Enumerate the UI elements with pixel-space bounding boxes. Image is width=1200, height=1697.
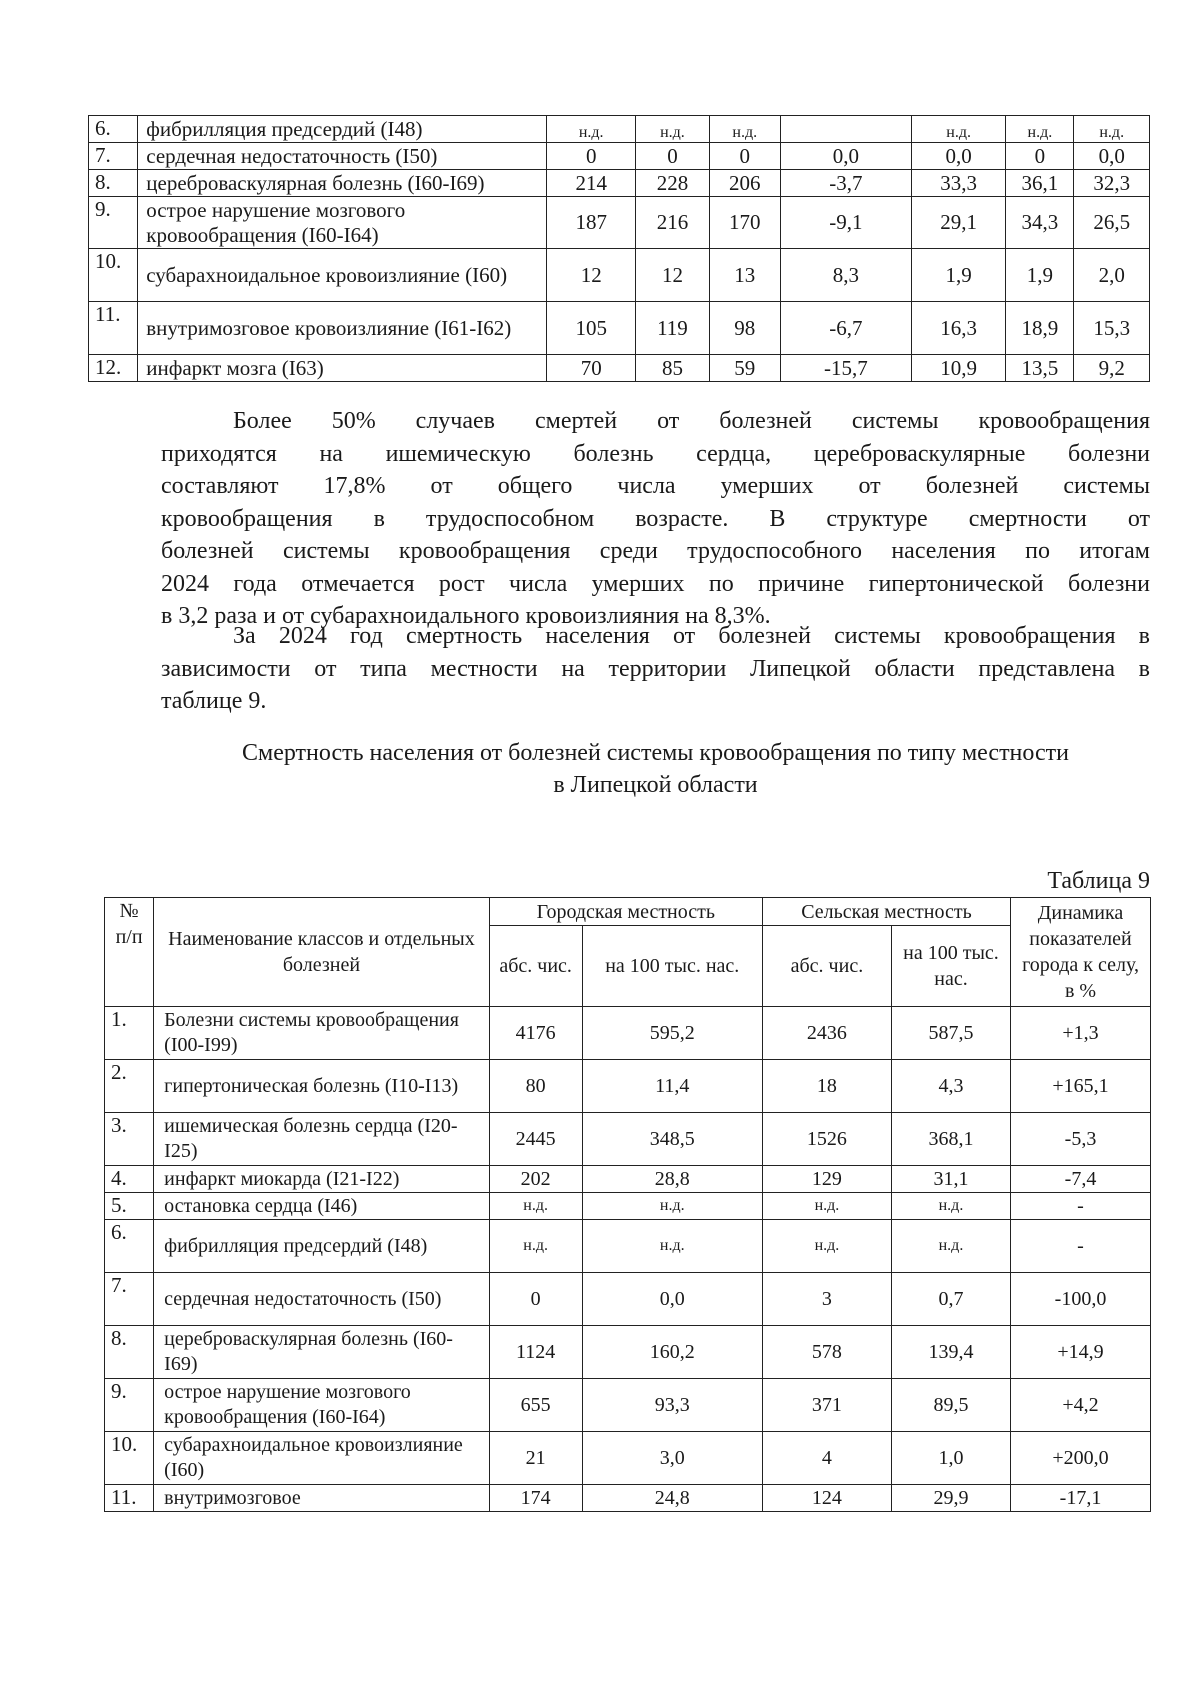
cell-value: 1526 [762,1113,891,1166]
table-row [89,170,1150,197]
cell-value: 59 [709,355,780,382]
cell-value: 214 [547,170,636,197]
cell-value: н.д. [1006,116,1074,143]
cell-value: 2436 [762,1007,891,1060]
cell-value: 29,1 [911,197,1005,249]
row-name: острое нарушение мозгового кровообращения (I60-I64) [154,1379,490,1432]
row-name: фибрилляция предсердий (I48) [154,1220,490,1273]
paragraph-line: приходятся на ишемическую болезнь сердца, цереброваскулярные болезни [161,440,1150,467]
paragraph-line: кровообращения в трудоспособном возрасте. В структуре смертности от [161,505,1150,532]
cell-value: 0 [709,143,780,170]
row-name: остановка сердца (I46) [154,1193,490,1220]
cell-value: 3 [762,1273,891,1326]
cell-value: 26,5 [1074,197,1150,249]
header-dynamics-label: Динамика показателей города к селу, в % [1022,902,1139,1002]
cell-value: 160,2 [582,1326,762,1379]
cell-value: +165,1 [1011,1060,1151,1113]
row-number: 11. [89,302,138,355]
cell-value: 11,4 [582,1060,762,1113]
cell-value: 4176 [489,1007,582,1060]
cell-value [780,116,911,143]
cell-value: 587,5 [891,1007,1010,1060]
table-row [105,1220,1151,1273]
paragraph-2 [161,620,1150,718]
row-name: внутримозговое [154,1485,490,1512]
table-row [89,355,1150,382]
cell-value: 16,3 [911,302,1005,355]
cell-value: 18,9 [1006,302,1074,355]
cell-value: -3,7 [780,170,911,197]
paragraph-line: Более 50% случаев смертей от болезней системы кровообращения [233,408,1150,434]
cell-value: 98 [709,302,780,355]
table-row [89,302,1150,355]
cell-value: н.д. [582,1193,762,1220]
cell-value: 13,5 [1006,355,1074,382]
header-urban-abs [489,926,582,1007]
cell-value: 4,3 [891,1060,1010,1113]
row-name: фибрилляция предсердий (I48) [138,116,547,143]
cell-value: н.д. [709,116,780,143]
cell-value: 0 [1006,143,1074,170]
row-number: 11. [105,1485,154,1512]
row-number: 9. [89,197,138,249]
cell-value: 1124 [489,1326,582,1379]
paragraph-line: таблице 9. [161,688,267,714]
cell-value: 105 [547,302,636,355]
row-number: 10. [105,1432,154,1485]
cell-value: 0,7 [891,1273,1010,1326]
cell-value: 119 [636,302,709,355]
cell-value: 206 [709,170,780,197]
cell-value: -9,1 [780,197,911,249]
cell-value: н.д. [489,1193,582,1220]
row-number: 3. [105,1113,154,1166]
header-num-label: № п/п [115,900,143,948]
table-row [105,1007,1151,1060]
row-name: внутримозговое кровоизлияние (I61-I62) [138,302,547,355]
row-number: 2. [105,1060,154,1113]
table-row [105,1060,1151,1113]
header-name-label: Наименование классов и отдельных болезней [168,928,475,976]
paragraph-line: болезней системы кровообращения среди трудоспособного населения по итогам [161,538,1150,564]
paragraph-line: зависимости от типа местности на территории Липецкой области представлена в [161,655,1150,682]
cell-value: 371 [762,1379,891,1432]
header-dynamics [1011,898,1151,1007]
cell-value: 1,0 [891,1432,1010,1485]
cell-value: н.д. [489,1220,582,1273]
cell-value: 1,9 [1006,249,1074,302]
cell-value: - [1011,1193,1151,1220]
table-row [105,1432,1151,1485]
cell-value: 655 [489,1379,582,1432]
cell-value: -5,3 [1011,1113,1151,1166]
cell-value: 13 [709,249,780,302]
cell-value: 228 [636,170,709,197]
cell-value: -15,7 [780,355,911,382]
row-name: сердечная недостаточность (I50) [154,1273,490,1326]
cell-value: н.д. [762,1193,891,1220]
cell-value: 24,8 [582,1485,762,1512]
cell-value: 10,9 [911,355,1005,382]
cell-value: 368,1 [891,1113,1010,1166]
cell-value: н.д. [1074,116,1150,143]
row-number: 8. [105,1326,154,1379]
cell-value: н.д. [911,116,1005,143]
header-urban [489,898,762,926]
table-row [105,1485,1151,1512]
table-caption [161,737,1150,801]
row-number: 9. [105,1379,154,1432]
cell-value: -17,1 [1011,1485,1151,1512]
cell-value: 202 [489,1166,582,1193]
cell-value: н.д. [891,1220,1010,1273]
row-number: 8. [89,170,138,197]
cell-value: 0 [489,1273,582,1326]
table-row [105,1113,1151,1166]
row-name: ишемическая болезнь сердца (I20-I25) [154,1113,490,1166]
cell-value: 0,0 [582,1273,762,1326]
row-number: 1. [105,1007,154,1060]
paragraph-1 [161,405,1150,633]
cell-value: 33,3 [911,170,1005,197]
cell-value: +4,2 [1011,1379,1151,1432]
cell-value: 3,0 [582,1432,762,1485]
row-number: 7. [105,1273,154,1326]
row-number: 12. [89,355,138,382]
cell-value: 139,4 [891,1326,1010,1379]
cell-value: 0,0 [780,143,911,170]
table-label: Таблица 9 [1047,868,1150,894]
header-urban-abs-label: абс. чис. [499,955,572,977]
header-rural-abs [762,926,891,1007]
header-rural-per100-label: на 100 тыс. нас. [903,942,999,990]
cell-value: -7,4 [1011,1166,1151,1193]
row-number: 6. [89,116,138,143]
cell-value: 93,3 [582,1379,762,1432]
cell-value: 348,5 [582,1113,762,1166]
header-urban-per100-label: на 100 тыс. нас. [605,955,740,977]
cell-value: - [1011,1220,1151,1273]
table-row [105,1193,1151,1220]
header-num [105,898,154,1007]
cell-value: 85 [636,355,709,382]
paragraph-line: За 2024 год смертность населения от болезней системы кровообращения в [233,623,1150,649]
cell-value: 8,3 [780,249,911,302]
cell-value: 170 [709,197,780,249]
header-urban-per100 [582,926,762,1007]
table-row [89,197,1150,249]
cell-value: -100,0 [1011,1273,1151,1326]
table-row [105,1166,1151,1193]
row-name: сердечная недостаточность (I50) [138,143,547,170]
cell-value: 595,2 [582,1007,762,1060]
cell-value: 2445 [489,1113,582,1166]
header-rural [762,898,1010,926]
row-name: инфаркт миокарда (I21-I22) [154,1166,490,1193]
cell-value: н.д. [582,1220,762,1273]
row-number: 5. [105,1193,154,1220]
cell-value: 18 [762,1060,891,1113]
cell-value: 216 [636,197,709,249]
cell-value: н.д. [891,1193,1010,1220]
paragraph-line: в 3,2 раза и от субарахноидального кровоизлияния на 8,3%. [161,603,771,629]
cell-value: 70 [547,355,636,382]
cell-value: н.д. [547,116,636,143]
header-rural-abs-label: абс. чис. [790,955,864,977]
cell-value: 31,1 [891,1166,1010,1193]
cell-value: 129 [762,1166,891,1193]
cell-value: 15,3 [1074,302,1150,355]
table-row [89,143,1150,170]
cell-value: 0,0 [1074,143,1150,170]
table-row [89,116,1150,143]
cell-value: 36,1 [1006,170,1074,197]
cell-value: 174 [489,1485,582,1512]
cell-value: 80 [489,1060,582,1113]
cell-value: 1,9 [911,249,1005,302]
row-number: 6. [105,1220,154,1273]
cell-value: +1,3 [1011,1007,1151,1060]
cell-value: 187 [547,197,636,249]
row-name: Болезни системы кровообращения (I00-I99) [154,1007,490,1060]
header-name [154,898,490,1007]
row-name: острое нарушение мозгового кровообращения (I60-I64) [138,197,547,249]
row-name: субарахноидальное кровоизлияние (I60) [154,1432,490,1485]
cell-value: 2,0 [1074,249,1150,302]
cell-value: +200,0 [1011,1432,1151,1485]
table-row [89,249,1150,302]
cell-value: -6,7 [780,302,911,355]
cell-value: 578 [762,1326,891,1379]
cell-value: 89,5 [891,1379,1010,1432]
cell-value: 0,0 [911,143,1005,170]
caption-line-1: Смертность населения от болезней системы кровообращения по типу местности [242,740,1069,766]
table-header-row-1 [105,898,1151,926]
header-rural-label: Сельская местность [801,900,972,923]
cell-value: 124 [762,1485,891,1512]
cell-value: н.д. [636,116,709,143]
cell-value: 32,3 [1074,170,1150,197]
cell-value: +14,9 [1011,1326,1151,1379]
row-name: гипертоническая болезнь (I10-I13) [154,1060,490,1113]
header-rural-per100 [891,926,1010,1007]
row-name: инфаркт мозга (I63) [138,355,547,382]
cell-value: 34,3 [1006,197,1074,249]
cell-value: 12 [547,249,636,302]
cell-value: 0 [547,143,636,170]
row-number: 10. [89,249,138,302]
cell-value: 4 [762,1432,891,1485]
row-name: субарахноидальное кровоизлияние (I60) [138,249,547,302]
table-row [105,1273,1151,1326]
cell-value: н.д. [762,1220,891,1273]
table-9 [104,897,1151,1512]
cell-value: 0 [636,143,709,170]
table-continuation [88,115,1150,382]
table-row [105,1379,1151,1432]
paragraph-line: 2024 года отмечается рост числа умерших по причине гипертонической болезни [161,570,1150,597]
row-name: цереброваскулярная болезнь (I60-I69) [138,170,547,197]
caption-line-2: в Липецкой области [553,772,758,798]
cell-value: 28,8 [582,1166,762,1193]
cell-value: 29,9 [891,1485,1010,1512]
cell-value: 21 [489,1432,582,1485]
table-row [105,1326,1151,1379]
row-number: 4. [105,1166,154,1193]
cell-value: 9,2 [1074,355,1150,382]
header-urban-label: Городская местность [536,900,715,923]
row-number: 7. [89,143,138,170]
paragraph-line: составляют 17,8% от общего числа умерших от болезней системы [161,473,1150,499]
row-name: цереброваскулярная болезнь (I60-I69) [154,1326,490,1379]
cell-value: 12 [636,249,709,302]
